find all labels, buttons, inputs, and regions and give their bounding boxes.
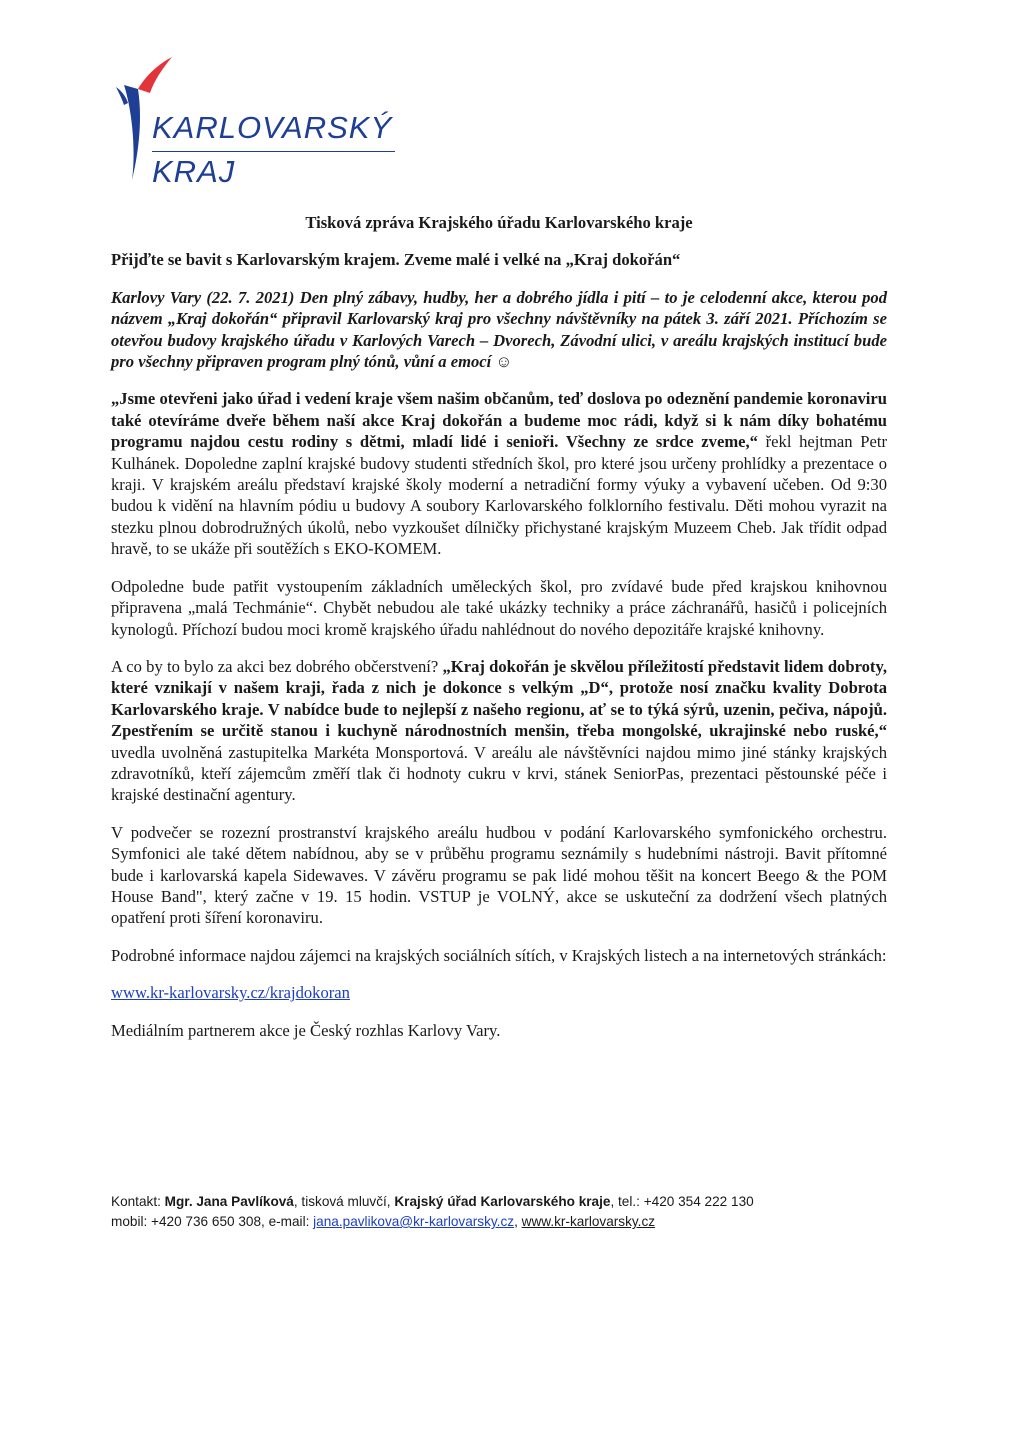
contact-web-link[interactable]: www.kr-karlovarsky.cz: [521, 1214, 656, 1229]
contact-phone: , tel.: +420 354 222 130: [610, 1194, 754, 1209]
quote-hejtman: „Jsme otevřeni jako úřad i vedení kraje všem našim občanům, teď doslova po odeznění pandemie koronaviru také otevíráme dveře během naší akce Kraj dokořán a budeme moc rádi, když si k nám díky bohatému programu najdou cestu rodiny s dětmi, mladí lidé i senioři. Všechny ze srdce zveme,“: [111, 389, 887, 452]
paragraph-1: [111, 388, 887, 559]
paragraph-6: Mediálním partnerem akce je Český rozhlas Karlovy Vary.: [111, 1020, 501, 1040]
lead-paragraph: [111, 287, 887, 373]
document-title: Tisková zpráva Krajského úřadu Karlovarského kraje: [305, 213, 693, 232]
event-link-line: [111, 982, 887, 1003]
logo-divider: [152, 151, 395, 152]
paragraph-1-text: řekl hejtman Petr Kulhánek. Dopoledne zaplní krajské budovy studenti středních škol, pro které jsou určeny prohlídky a prezentace o kraji. V krajském areálu představí krajské školy moderní a netradiční formy výuky a vybavení učeben. Od 9:30 budou k vidění na hlavním pódiu u budovy A soubory Karlovarského folklorního festivalu. Děti mohou vyrazit na stezku plnou dobrodružných úkolů, nebo vyzkoušet dílničky přichystané krajským Muzeem Cheb. Jak třídit odpad hravě, to se ukáže při soutěžích s EKO-KOMEM.: [111, 432, 887, 559]
paragraph-3: [111, 656, 887, 806]
lead-text-1: Karlovy Vary (22. 7. 2021) Den plný zábavy, hudby, her a dobrého jídla i pití – to je celodenní akce, kterou pod názvem „Kraj dokořán“ připravil Karlovarský kraj pro všechny návštěvníky na pátek 3. září 2021.: [111, 287, 887, 329]
contact-role: , tisková mluvčí,: [293, 1194, 395, 1209]
quote-zastupitelka: „Kraj dokořán je skvělou příležitostí představit lidem dobroty, které vznikají v našem kraji, řada z nich je dokonce s velkým „D“, protože nosí značku kvality Dobrota Karlovarského kraje. V nabídce bude to nejlepší z našeho regionu, ať se to týká sýrů, uzenin, pečiva, nápojů. Zpestřením se určitě stanou i kuchyně národnostních menšin, třeba mongolské, ukrajinské nebo ruské,“: [111, 656, 887, 741]
karlovarsky-kraj-logo: [110, 55, 410, 195]
paragraph-3-text: uvedla uvolněná zastupitelka Markéta Monsportová. V areálu ale návštěvníci najdou mimo jiné stánky krajských zdravotníků, kteří zájemcům změří tlak či hodnoty cukru v krvi, stánek SeniorPas, prezentaci pěstounské péče i krajské destinační agentury.: [111, 742, 887, 805]
contact-line-1: [111, 1192, 887, 1212]
logo-text-kraj: KRAJ: [152, 154, 236, 189]
paragraph-2: Odpoledne bude patřit vystoupením základních uměleckých škol, pro zvídavé bude před krajskou knihovnou připravena „malá Techmánie“. Chybět nebudou ale také ukázky techniky a práce záchranářů, hasičů i policejních kynologů. Příchozí budou moci kromě krajského úřadu nahlédnout do nového depozitáře krajské knihovny.: [111, 576, 887, 639]
contact-mobile: mobil: +420 736 650 308, e-mail:: [111, 1214, 314, 1229]
document-body: [111, 212, 887, 1041]
contact-separator: ,: [514, 1214, 522, 1229]
contact-name: Mgr. Jana Pavlíková: [164, 1194, 294, 1209]
contact-office: Krajský úřad Karlovarského kraje: [394, 1194, 611, 1209]
contact-email-link[interactable]: jana.pavlikova@kr-karlovarsky.cz: [313, 1214, 515, 1229]
logo-text-karlovarsky: KARLOVARSKÝ: [152, 110, 393, 145]
lead-text-2: Příchozím se otevřou budovy krajského úřadu v Karlových Varech – Dvorech, Závodní ulici, v areálu krajských institucí bude pro všechny připraven program plný tónů, vůní a emocí ☺: [111, 309, 887, 372]
paragraph-3-intro: A co by to bylo za akci bez dobrého občerstvení?: [111, 656, 443, 676]
contact-footer: [111, 1192, 887, 1232]
headline: Přijďte se bavit s Karlovarským krajem. Zveme malé i velké na „Kraj dokořán“: [111, 250, 681, 270]
paragraph-5: Podrobné informace najdou zájemci na krajských sociálních sítích, v Krajských listech a na internetových stránkách:: [111, 945, 887, 965]
paragraph-4: V podvečer se rozezní prostranství krajského areálu hudbou v podání Karlovarského symfonického orchestru. Symfonici ale také dětem nabídnou, aby se v průběhu programu seznámily s hudebními nástroji. Bavit přítomné bude i karlovarská kapela Sidewaves. V závěru programu se pak lidé mohou těšit na koncert Beego & the POM House Band", který začne v 19. 15 hodin. VSTUP je VOLNÝ, akce se uskuteční za dodržení všech platných opatření proti šíření koronaviru.: [111, 822, 887, 928]
event-link[interactable]: www.kr-karlovarsky.cz/krajdokoran: [111, 983, 350, 1003]
contact-label: Kontakt:: [111, 1194, 165, 1209]
contact-line-2: [111, 1212, 887, 1232]
